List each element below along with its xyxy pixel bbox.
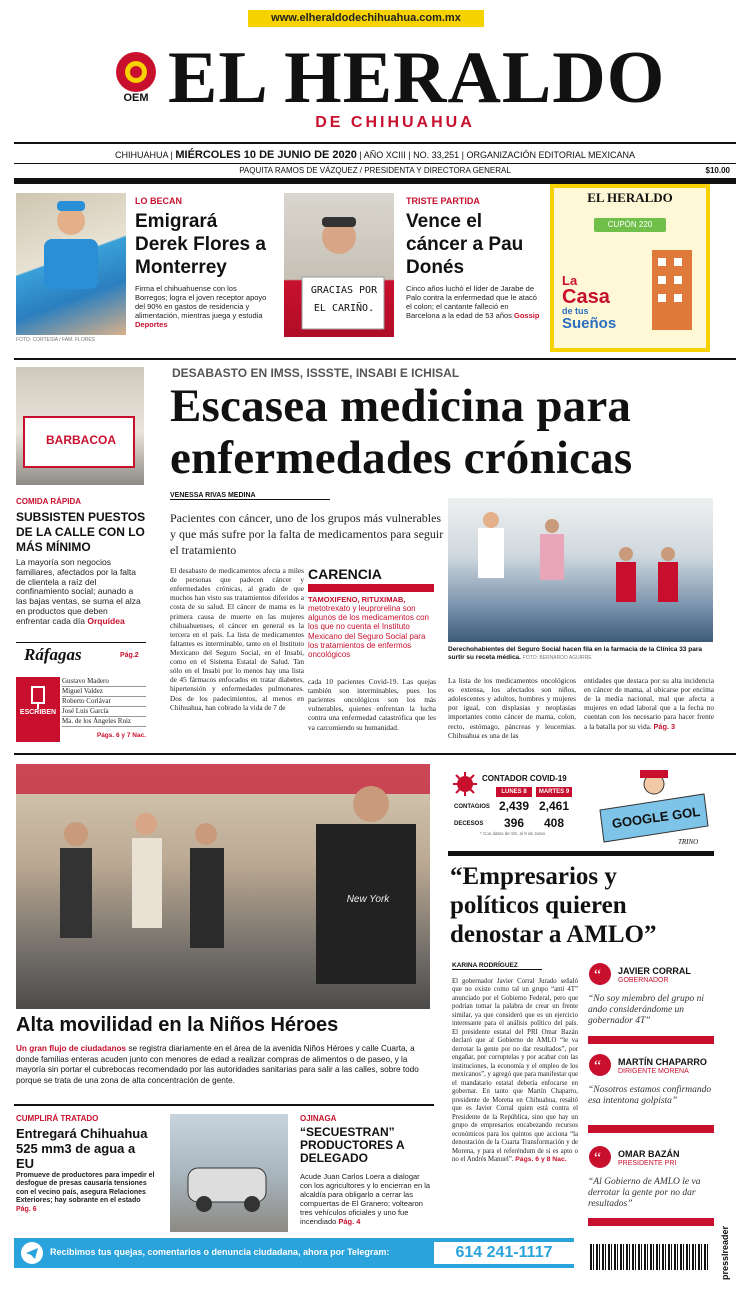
quote-mark-icon [588, 1145, 612, 1169]
ref-amlo[interactable]: Págs. 6 y 8 Nac. [515, 1156, 567, 1164]
headline-pau-dones[interactable]: Vence el cáncer a Pau Donés [406, 211, 524, 278]
quote-mark-icon [588, 962, 612, 986]
masthead-url[interactable]: www.elheraldodechihuahua.com.mx [248, 10, 484, 27]
ref-orquidea[interactable]: Orquídea [87, 615, 125, 626]
main-col3: La lista de los medicamentos oncológicos es extensa, los afectados son niños, adolescentes y adultos, hombres y mujeres por igual, con displasias y neoplasias importantes como cáncer de mama, colon, recto, estómago, páncreas y leucemias. Chihuahua es una de las [448, 676, 576, 740]
promo-title: La Casa de tus Sueños [562, 273, 617, 332]
covid-day2: MARTES 9 [536, 787, 572, 797]
main-col4: entidades que destaca por su alta incidencia en cáncer de mama, al ubicarse por encima de la media nacional, mal que afecta a mujeres en edad laboral que a la fecha no cuentan con los necesario para hacer frente a la batalla por su vida. Pág. 3 [584, 676, 714, 731]
escriben-box [16, 677, 60, 742]
telegram-phone[interactable]: 614 241-1117 [434, 1242, 574, 1264]
covid-decesos-2: 408 [543, 816, 565, 830]
kicker-comida-rapida: COMIDA RÁPIDA [16, 497, 82, 506]
building-icon [642, 240, 702, 340]
barcode [590, 1244, 710, 1270]
covid-contagios-2: 2,461 [538, 799, 570, 813]
sign-text-1: GRACIAS POR [310, 285, 378, 296]
telegram-banner[interactable] [14, 1238, 574, 1268]
carencia-title: CARENCIA [308, 566, 382, 582]
car-icon [170, 1114, 288, 1232]
covid-day1: LUNES 8 [496, 787, 532, 797]
date: MIÉRCOLES 10 DE JUNIO DE 2020 [175, 149, 357, 161]
svg-text:“: “ [594, 967, 602, 984]
rafagas-names: Gustavo Madero Miguel Valdez Roberto Corlávar José Luis García Ma. de los Ángeles Ruiz [62, 677, 146, 727]
quote-corral: “ JAVIER CORRAL GOBERNADOR “No soy miembro del grupo ni ando considerándome un gobernador 4T” [588, 962, 714, 1048]
year: AÑO XCIII [363, 150, 406, 160]
street-stand-icon [16, 367, 144, 485]
people-queue-icon [448, 498, 713, 642]
director-line: PAQUITA RAMOS DE VÁZQUEZ / PRESIDENTA Y DIRECTORA GENERAL [239, 166, 511, 175]
headline-derek-flores[interactable]: Emigrará Derek Flores a Monterrey [135, 211, 266, 278]
shirt-text: New York [346, 894, 390, 905]
photo-credit: FOTO: CORTESÍA / FAM. FLORES [16, 337, 95, 343]
oem-label: OEM [123, 92, 149, 104]
main-col1: El desabasto de medicamentos afecta a miles de personas que padecen cáncer y enfermedades crónicas, al grado de que muchos han visto sus tratamientos diferidos a costa de su salud. El cáncer de mama es la primera causa de muerte en las mujeres chihuahuenses, el cáncer en general es la tercera en el país. La lista de medicamentos faltantes es interminable, tanto en el Instituto Mexicano del Seguro Social, en el Insabi, como en el Sistema Estatal de Salud. Tan sólo en el Insabi por lo menos hay una lista de 45 fármacos enfocados en tratar diabetes, hipertensión y enfermedades pulmonares. Dos de los padecimientos, al menos en Chihuahua, han cobrado la vida de 7 de [170, 566, 304, 712]
headline-agua-eu[interactable]: Entregará Chihuahua 525 mm3 de agua a EU [16, 1126, 148, 1171]
virus-icon [452, 771, 478, 797]
oem-logo [112, 48, 160, 106]
story-pau-body: Cinco años luchó el líder de Jarabe de Palo contra la enfermedad que le atacó el colon; el cantante falleció en Barcelona a la edad de 53 años Gossip [406, 284, 540, 320]
carencia-sub: TAMOXIFENO, RITUXIMAB, [308, 595, 406, 604]
escriben-label: ESCRIBEN [19, 709, 57, 716]
quote-chaparro: “ MARTÍN CHAPARRO DIRIGENTE MORENA “Nosotros estamos confirmando esa intentona golpista” [588, 1053, 714, 1139]
main-col2: cada 10 pacientes Covid-19. Las quejas también son interminables, pues los pacientes oncológicos son los más vulnerables, quienes enfrentan la lucha contra una enfermedad catastrófica que les va carcomiendo su humanidad. [308, 677, 436, 732]
main-kicker: DESABASTO EN IMSS, ISSSTE, INSABI E ICHISAL [172, 366, 460, 380]
left-story-body: La mayoría son negocios familiares, afectados por la falta de clientela a raíz del confinamiento social; aunado a las bajas ventas, se suma el alza en productos que deben enfrentar cada día Orquídea [16, 557, 141, 626]
covid-counter [450, 771, 576, 837]
svg-text:“: “ [594, 1150, 602, 1167]
cartoon-google-gol[interactable] [590, 764, 714, 850]
pharmacy-caption: Derechohabientes del Seguro Social hacen fila en la farmacia de la Clínica 33 para surtir su receta médica. FOTO: BERNARDO AGUIRRE [448, 646, 702, 661]
headline-secuestran[interactable]: “SECUESTRAN” PRODUCTORES A DELEGADO [300, 1125, 405, 1165]
crowd-photo-icon [16, 764, 430, 1009]
bottom1-body: Promueve de productores para impedir el desfogue de presas causaría tensiones con el vecino país, asegura Relaciones Exteriores; hay sobrante en el estado Pág. 6 [16, 1172, 155, 1213]
headline-subsisten-puestos[interactable]: SUBSISTEN PUESTOS DE LA CALLE CON LO MÁS MÍNIMO [16, 510, 146, 554]
pressreader-badge[interactable]: presslreader [720, 1225, 730, 1280]
story-derek-body: Firma el chihuahuense con los Borregos; logra el joven receptor apoyo del 90% en gastos de residencia y alimentación, mientras juega y estudia Deportes [135, 284, 267, 329]
covid-decesos-label: DECESOS [454, 821, 484, 827]
kicker-cumplira-tratado: CUMPLIRÁ TRATADO [16, 1114, 99, 1123]
pau-dones-photo[interactable] [284, 193, 394, 337]
covid-title: CONTADOR COVID-19 [482, 774, 567, 783]
covid-contagios-1: 2,439 [498, 799, 530, 813]
carencia-body: metotrexato y leuprorelina son algunos de los medicamentos con los que no cuenta el Instituto Mexicano del Seguro Social para los tratamientos de enfermos oncológicos [308, 604, 429, 659]
amlo-byline: KARINA RODRÍGUEZ [452, 962, 542, 970]
issue-number: NO. 33,251 [413, 150, 460, 160]
dateline: CHIHUAHUA | MIÉRCOLES 10 DE JUNIO DE 2020 | AÑO XCIII | NO. 33,251 | ORGANIZACIÓN EDITORIAL MEXICANA [114, 149, 636, 161]
ref-pag4[interactable]: Pág. 4 [338, 1217, 361, 1226]
newspaper-subtitle: DE CHIHUAHUA [315, 114, 475, 131]
movilidad-crowd-photo[interactable] [16, 764, 430, 1009]
cartoon-signature: TRINO [678, 838, 699, 846]
rafagas-title: Ráfagas [24, 645, 82, 664]
rafagas-ref[interactable]: Pág.2 [120, 652, 139, 659]
person-photo-icon [16, 193, 126, 335]
amlo-headline[interactable]: “Empresarios y políticos quieren denostar a AMLO” [450, 863, 657, 948]
bottom2-body: Acude Juan Carlos Loera a dialogar con los agricultores y lo encierran en la alcaldía para obligarlo a cerrar las compuertas de El Granero; voltearon tres vehículos oficiales y uno fue incendiado Pág. 4 [300, 1172, 431, 1226]
covid-decesos-1: 396 [503, 816, 525, 830]
kicker-ojinaga: OJINAGA [300, 1114, 337, 1123]
barbacoa-stand-photo[interactable] [16, 367, 144, 485]
ref-deportes[interactable]: Deportes [135, 320, 168, 329]
person-photo-icon [284, 193, 394, 337]
promo-casa-suenos[interactable] [550, 184, 710, 352]
telegram-icon [20, 1241, 44, 1265]
kicker-triste-partida: TRISTE PARTIDA [406, 196, 480, 206]
price: $10.00 [705, 166, 730, 175]
main-deck: Pacientes con cáncer, uno de los grupos más vulnerables y que más sufre por la falta de medicamentos para seguir el tratamiento [170, 511, 444, 558]
promo-brand: EL HERALDO [587, 190, 673, 205]
barbacoa-sign: BARBACOA [46, 433, 116, 447]
organization: ORGANIZACIÓN EDITORIAL MEXICANA [466, 150, 636, 160]
amlo-body: El gobernador Javier Corral Jurado señaló que no existe como tal un grupo “anti 4T” anunciado por el Gobierno Federal, pero que podrían tomar la palabra de crear un frente similar, ya que consideró que es un ejercicio interesante para el análisis político del país. El presidente estatal del PRI Omar Bazán declaró que al Gobierno de AMLO “le va derrotar la gente por no dar resultados”, por engañar, por corruptelas y por acabar con las instituciones, la economía y el empleo de los mexicanos”, y agregó que para manifestar que el mandatario estatal debería enfocarse en gobernar. En tanto que Martín Chaparro, presidente de Morena en Chihuahua, resaltó que es Javier Corral quien está contra el Presidente de la República, sino que hay un grupo de empresarios encabezando recursos económicos para los quintos que acciona “la denostación de la Cuarta Transformación y de Morena, y para el referéndum de si es apto o no el Andrés Manuel”. Págs. 6 y 8 Nac. [452, 978, 578, 1164]
sign-text-2: EL CARIÑO. [313, 303, 375, 314]
ref-pag3[interactable]: Pág. 3 [653, 721, 676, 731]
ref-gossip[interactable]: Gossip [514, 311, 540, 320]
covid-note: * Con datos de SS, al 9 de Junio [480, 831, 546, 836]
movilidad-headline[interactable]: Alta movilidad en la Niños Héroes [16, 1014, 339, 1036]
covid-contagios-label: CONTAGIOS [454, 804, 490, 810]
svg-text:“: “ [594, 1058, 602, 1075]
pharmacy-line-photo[interactable] [448, 498, 713, 642]
main-headline[interactable]: Escasea medicina para enfermedades crónicas [170, 380, 633, 484]
cartoon-text: GOOGLE GOL [610, 803, 702, 832]
overturned-car-photo[interactable] [170, 1114, 288, 1232]
carencia-box [308, 566, 434, 659]
telegram-text: Recibimos tus quejas, comentarios o denuncia ciudadana, ahora por Telegram: [50, 1247, 390, 1257]
quote-mark-icon [588, 1053, 612, 1077]
kicker-lo-becan: LO BECAN [135, 196, 182, 206]
derek-flores-photo[interactable] [16, 193, 126, 335]
movilidad-body: Un gran flujo de ciudadanos se registra diariamente en el área de la avenida Niños Héroes y calle Cuarta, a donde familias enteras acuden junto con menores de edad a realizar compras de alimentos o de paseo, y la mayoría sin portar el cubrebocas recomendado por las autoridades sanitarias para salir a las calles, sobre todo porque se trata de una zona de alta concentración de gente. [16, 1044, 419, 1085]
rafagas-ref2[interactable]: Págs. 6 y 7 Nac. [96, 732, 146, 739]
quote-bazan: “ OMAR BAZÁN PRESIDENTE PRI “Al Gobierno de AMLO le va derrotar la gente por no dar resultados” [588, 1145, 714, 1231]
promo-coupon: CUPÓN 220 [594, 218, 666, 232]
ref-pag6[interactable]: Pág. 6 [16, 1205, 37, 1213]
main-byline: VENESSA RIVAS MEDINA [170, 492, 330, 500]
newspaper-title: EL HERALDO [168, 37, 666, 119]
city: CHIHUAHUA [114, 150, 168, 160]
